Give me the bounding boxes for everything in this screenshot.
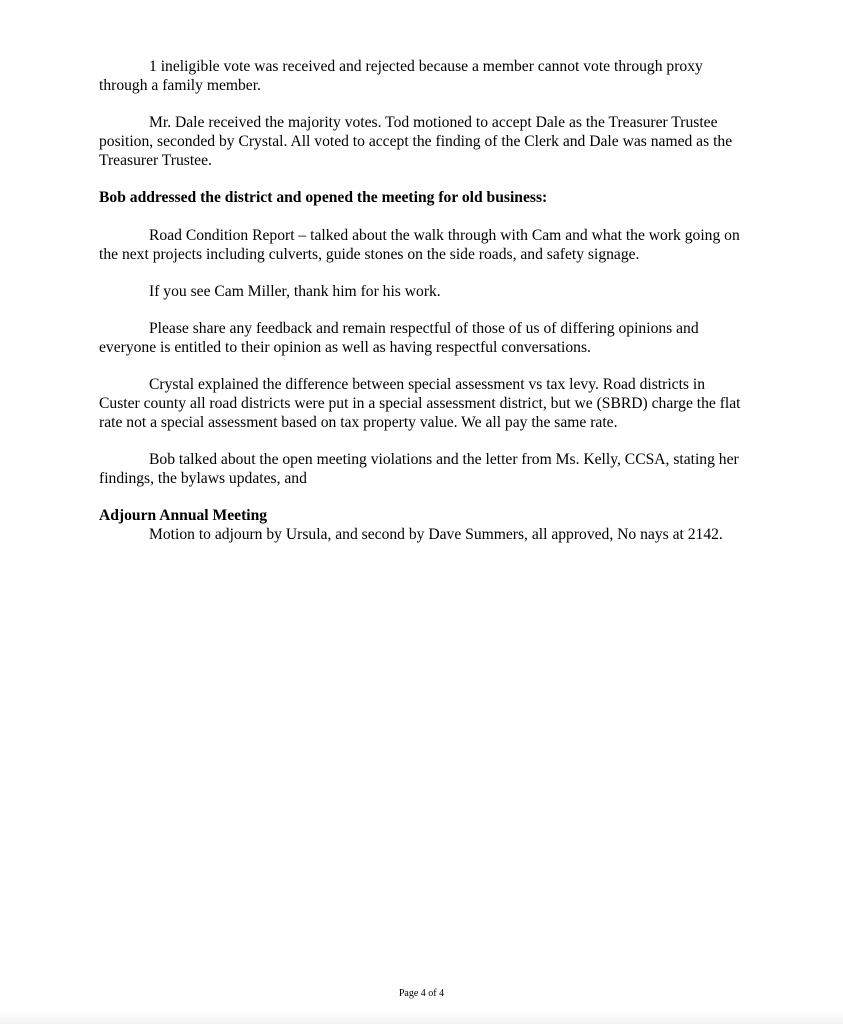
page-bottom-edge bbox=[0, 1010, 843, 1024]
paragraph-feedback: Please share any feedback and remain respectful of those of us of differing opinions and everyone is entitled to their opinion as well as having respectful conversations. bbox=[99, 320, 699, 356]
paragraph-road-condition: Road Condition Report – talked about the walk through with Cam and what the work going on the next projects including culverts, guide stones on the side roads, and safety signage. bbox=[99, 227, 740, 263]
page-body bbox=[99, 57, 749, 562]
paragraph-special-assessment: Crystal explained the difference between special assessment vs tax levy. Road districts in Custer county all road districts were put in a special assessment district, but we (SBRD) charge the flat rate not a special assessment based on tax property value. We all pay the same rate. bbox=[99, 376, 741, 431]
paragraph-cam-miller: If you see Cam Miller, thank him for his work. bbox=[149, 283, 441, 300]
paragraph-adjourn-motion: Motion to adjourn by Ursula, and second by Dave Summers, all approved, No nays at 2142. bbox=[149, 526, 723, 543]
page-number: Page 4 of 4 bbox=[398, 988, 445, 999]
paragraph-treasurer-vote: Mr. Dale received the majority votes. Tod motioned to accept Dale as the Treasurer Trustee position, seconded by Crystal. All voted to accept the finding of the Clerk and Dale was named as the Treasurer Trustee. bbox=[99, 114, 733, 169]
paragraph-open-meeting-violations: Bob talked about the open meeting violations and the letter from Ms. Kelly, CCSA, stating her findings, the bylaws updates, and bbox=[99, 451, 739, 487]
paragraph-ineligible-vote: 1 ineligible vote was received and rejected because a member cannot vote through proxy through a family member. bbox=[99, 58, 703, 94]
heading-old-business: Bob addressed the district and opened the meeting for old business: bbox=[99, 189, 548, 206]
heading-adjourn: Adjourn Annual Meeting bbox=[99, 507, 268, 524]
